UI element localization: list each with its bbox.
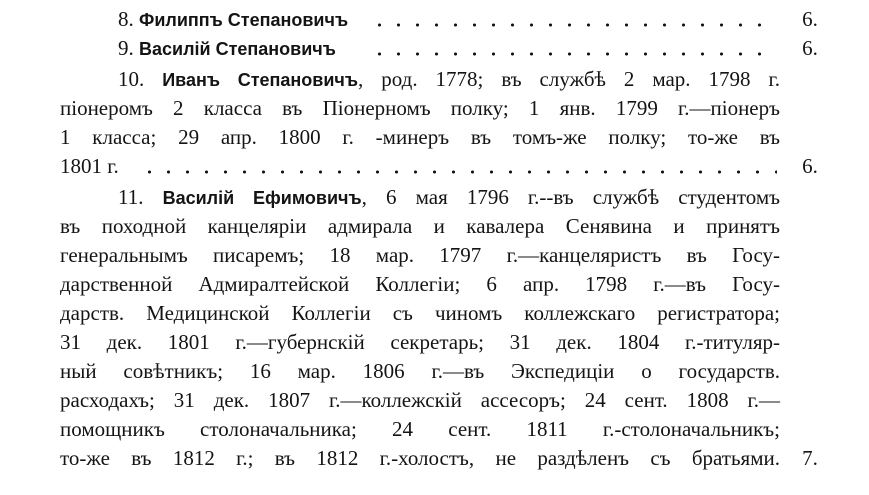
entry-10-line-4: 1801 г. — [60, 154, 119, 178]
entry-11-text-1: , 6 мая 1796 г.--въ службѣ студентомъ — [361, 185, 781, 209]
entry-11-line-8: расходахъ; 31 дек. 1807 г.—коллежскій ассесоръ; 24 сент. 1808 г.— — [60, 388, 780, 412]
entry-11-line-5: даpств. Медицинской Коллегіи съ чиномъ коллежскаго регистратора; — [60, 301, 780, 325]
entry-10-line-1 — [118, 64, 780, 94]
entry-8-dot-leader — [370, 23, 775, 27]
entry-11-name: Василій Ефимовичъ — [162, 188, 362, 208]
entry-11-line-2: въ походной канцеляріи адмирала и кавалера Сенявина и принятъ — [60, 214, 780, 238]
entry-11-number: 11. — [118, 185, 144, 209]
entry-9-name: Василій Степановичъ — [139, 39, 336, 59]
entry-10-name: Иванъ Степановичъ — [162, 70, 359, 90]
entry-11-line-10: то-же въ 1812 г.; въ 1812 г.-холостъ, не раздѣленъ съ братьями. — [60, 446, 780, 470]
entry-9-number: 9. — [118, 36, 134, 60]
entry-11-page-number: 7. — [802, 446, 818, 470]
entry-10-line-3: 1 класса; 29 апр. 1800 г. -минеръ въ томъ-же полку; то-же въ — [60, 125, 780, 149]
entry-8-page-number: 6. — [802, 7, 818, 31]
entry-11-line-9: помощникъ столоначальника; 24 сент. 1811 г.-столоначальникъ; — [60, 417, 780, 441]
entry-9-dot-leader — [370, 52, 775, 56]
entry-10-line-2: піонеромъ 2 класса въ Піонерномъ полку; 1 янв. 1799 г.—піонеръ — [60, 96, 780, 120]
entry-9-line — [118, 33, 336, 63]
entry-8-line — [118, 4, 348, 34]
entry-10-dot-leader — [140, 170, 777, 174]
entry-9-page-number: 6. — [802, 36, 818, 60]
entry-11-line-6: 31 дек. 1801 г.—губернскій секретарь; 31 дек. 1804 г.-титуляр- — [60, 330, 780, 354]
entry-11-line-1 — [118, 182, 780, 212]
entry-8-number: 8. — [118, 7, 134, 31]
entry-11-line-4: дарственной Адмиралтейской Коллегіи; 6 апр. 1798 г.—въ Госу- — [60, 272, 780, 296]
entry-10-number: 10. — [118, 67, 145, 91]
entry-11-line-3: генеральнымъ писаремъ; 18 мар. 1797 г.—канцеляристъ въ Госу- — [60, 243, 780, 267]
entry-10-page-number: 6. — [802, 154, 818, 178]
entry-8-name: Филиппъ Степановичъ — [139, 10, 349, 30]
entry-11-line-7: ный совѣтникъ; 16 мар. 1806 г.—въ Экспедиціи о государств. — [60, 359, 780, 383]
entry-10-text-1: , род. 1778; въ службѣ 2 мар. 1798 г. — [358, 67, 780, 91]
